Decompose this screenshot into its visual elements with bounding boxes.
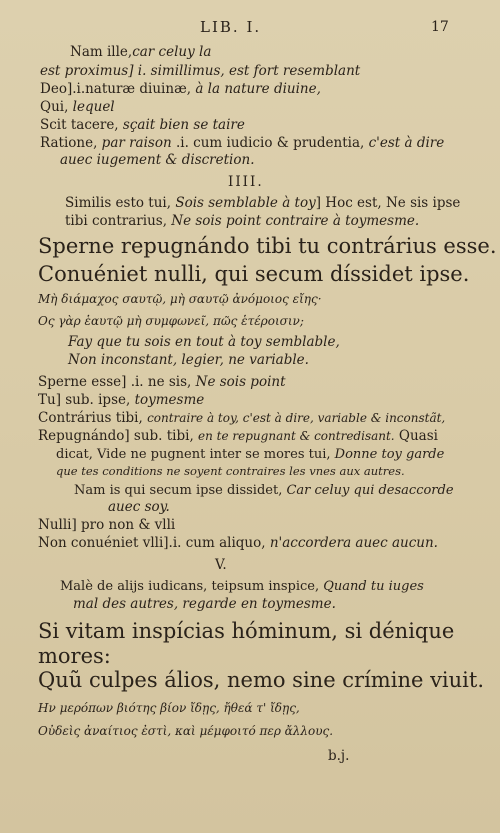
section-number: V. [215,557,227,573]
gloss-line: Scit tacere, sçait bien se taire [40,117,245,133]
section-intro: Similis esto tui, Sois semblable à toy] Hoc est, Ne sis ipse [65,195,461,211]
gloss-line: Nulli] pro non & vlli [38,517,176,533]
verse-line: Si vitam inspícias hóminum, si dénique [38,619,455,643]
gloss-line: Qui, lequel [40,99,115,115]
gloss-line: Deo].i.naturæ diuinæ, à la nature diuine, [40,81,321,97]
gloss-line: auec soy. [108,499,170,515]
verse-line: Conuéniet nulli, qui secum díssidet ipse. [38,262,470,286]
section-intro: tibi contrarius, Ne sois point contraire à toymesme. [65,213,420,229]
section-intro: mal des autres, regarde en toymesme. [73,596,336,612]
running-title: LIB. I. [200,18,262,36]
gloss-line: Contrárius tibi, contraire à toy, c'est à dire, variable & inconstãt, [38,410,446,426]
french-verse: Fay que tu sois en tout à toy semblable, [68,334,340,350]
page-number: 17 [431,19,449,35]
gloss-line: auec iugement & discretion. [60,152,255,168]
section-number: IIII. [228,174,264,190]
gloss-line: Ratione, par raison .i. cum iudicio & prudentia, c'est à dire [40,135,445,151]
french-verse: Non inconstant, legier, ne variable. [68,352,309,368]
signature-mark: b.j. [328,748,350,764]
verse-line: mores: [38,644,111,668]
gloss-line: Non conuéniet vlli].i. cum aliquo, n'accordera auec aucun. [38,535,438,551]
gloss-line: dicat, Vide ne pugnent inter se mores tui, Donne toy garde [56,447,445,462]
greek-verse: Μὴ διάμαχος σαυτῷ, μὴ σαυτῷ ἀνόμοιος εἴης· [38,292,322,306]
gloss-line: Tu] sub. ipse, toymesme [38,392,205,408]
gloss-line: que tes conditions ne soyent contraires les vnes aux autres. [56,464,405,478]
section-intro: Malè de alijs iudicans, teipsum inspice, Quand tu iuges [60,579,424,594]
gloss-line: est proximus] i. simillimus, est fort resemblant [40,63,361,79]
verse-line: Quũ culpes álios, nemo sine crímine viuit. [38,668,485,692]
greek-verse: Οὐδεὶς ἀναίτιος ἐστὶ, καὶ μέμφοιτό περ ἄλλους. [38,724,334,738]
gloss-line: Nam ille,car celuy la [70,44,212,60]
verse-line: Sperne repugnándo tibi tu contrárius esse. [38,234,497,258]
gloss-line: Sperne esse] .i. ne sis, Ne sois point [38,374,286,390]
gloss-line: Repugnándo] sub. tibi, en te repugnant & contredisant. Quasi [38,428,438,444]
greek-verse: Ος γὰρ ἑαυτῷ μὴ συμφωνεῖ, πῶς ἑτέροισιν; [38,314,304,328]
greek-verse: Ην μερόπων βιότης βίον ἴδῃς, ἤθεά τ' ἴδῃς, [38,701,300,715]
gloss-line: Nam is qui secum ipse dissidet, Car celuy qui desaccorde [74,483,454,498]
